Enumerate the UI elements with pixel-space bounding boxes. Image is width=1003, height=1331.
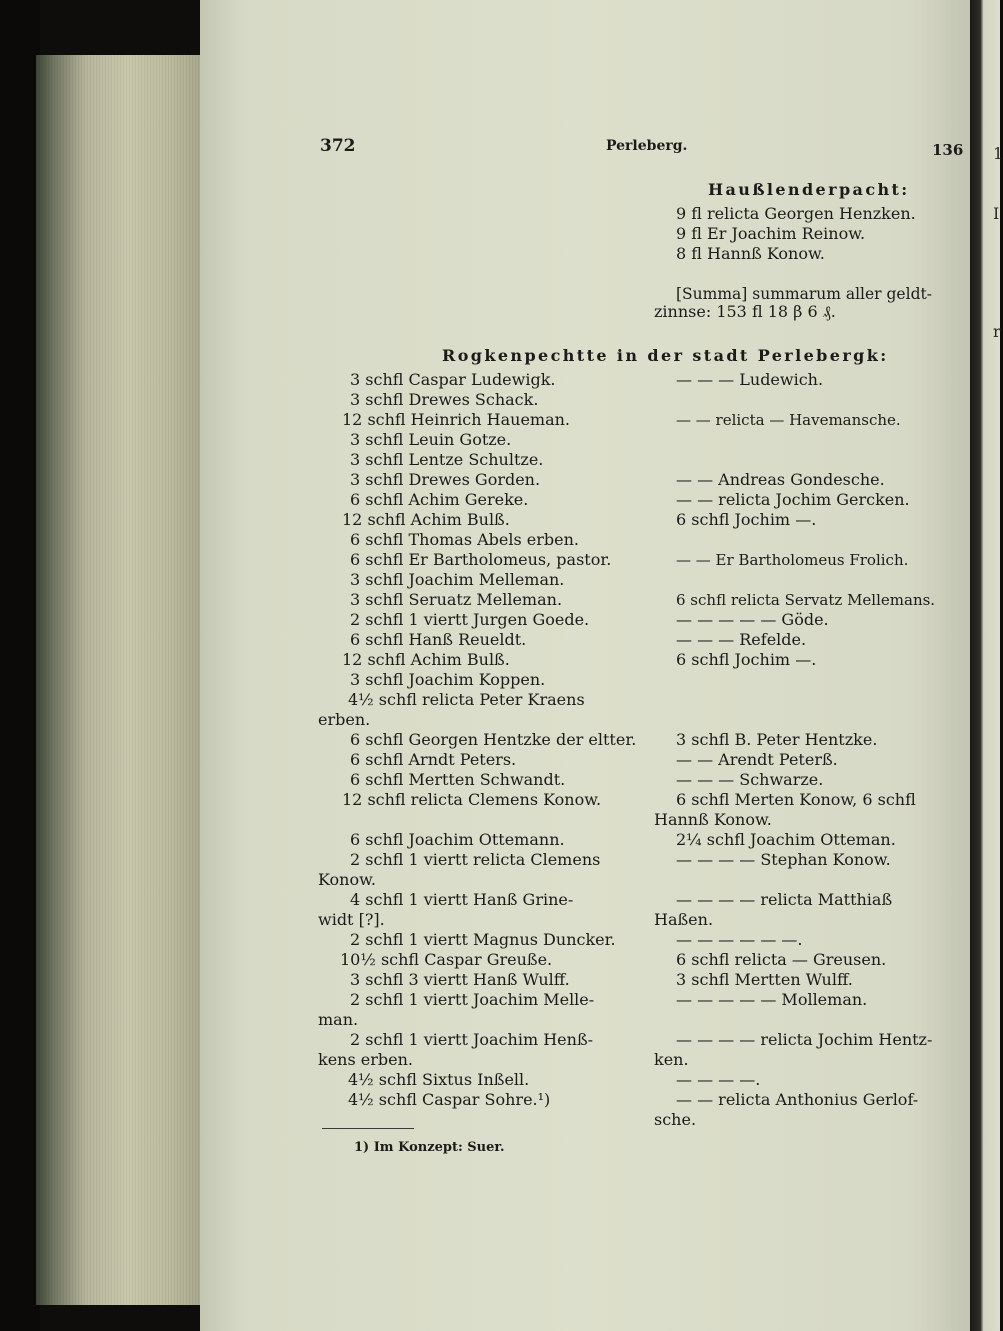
rogken-right-line: — — Arendt Peterß. [676, 750, 838, 769]
rogken-right-line: 6 schfl relicta Servatz Mellemans. [676, 591, 936, 609]
rogken-left-line: 12 schfl Achim Bulß. [342, 510, 510, 529]
rogken-right-line: — — — —. [676, 1070, 761, 1089]
rogken-left-line: 4 schfl 1 viertt Hanß Grine- [350, 890, 574, 909]
rogken-left-line: 6 schfl Er Bartholomeus, pastor. [350, 550, 612, 569]
rogken-left-line: 3 schfl Drewes Gorden. [350, 470, 541, 489]
rogken-left-line: 3 schfl Drewes Schack. [350, 390, 539, 409]
rogken-left-line: 6 schfl Arndt Peters. [350, 750, 517, 769]
rogken-right-line: Hannß Konow. [654, 810, 772, 829]
footnote-rule [322, 1128, 414, 1129]
rogken-left-line: 4½ schfl relicta Peter Kraens [348, 690, 585, 709]
rogken-left-line: 6 schfl Mertten Schwandt. [350, 770, 566, 789]
rogken-right-line: 3 schfl Mertten Wulff. [676, 970, 853, 989]
rogken-left-line: 2 schfl 1 viertt Joachim Melle- [350, 990, 595, 1009]
rogken-right-line: — — relicta Anthonius Gerlof- [676, 1090, 919, 1109]
rogken-right-line: — — — Ludewich. [676, 370, 824, 389]
rogken-left-line: 4½ schfl Sixtus Inßell. [348, 1070, 530, 1089]
running-title: Perleberg. [606, 138, 688, 154]
rogken-left-line: 6 schfl Hanß Reueldt. [350, 630, 527, 649]
haeuslender-line: 9 fl Er Joachim Reinow. [676, 224, 866, 243]
rogken-left-line: widt [?]. [318, 910, 385, 929]
haeuslender-line: 9 fl relicta Georgen Henzken. [676, 204, 916, 223]
rogken-right-line: 6 schfl Jochim —. [676, 510, 817, 529]
rogken-right-line: — — Er Bartholomeus Frolich. [676, 551, 909, 569]
rogken-left-line: 6 schfl Joachim Ottemann. [350, 830, 565, 849]
rogken-left-line: 12 schfl Heinrich Haueman. [342, 410, 571, 429]
rogken-left-line: kens erben. [318, 1050, 413, 1069]
page-number: 372 [320, 136, 356, 156]
rogken-right-line: — — — Refelde. [676, 630, 807, 649]
rogken-right-line: — — Andreas Gondesche. [676, 470, 885, 489]
book-spine-shadow [0, 0, 40, 1331]
next-page-mark: I [993, 204, 1000, 223]
rogken-left-line: 10½ schfl Caspar Greuße. [340, 950, 553, 969]
rogken-left-line: 2 schfl 1 viertt Magnus Duncker. [350, 930, 616, 949]
rogken-left-line: 3 schfl Seruatz Melleman. [350, 590, 563, 609]
rogken-right-line: — — — — relicta Matthiaß [676, 890, 893, 909]
rogken-left-line: 6 schfl Thomas Abels erben. [350, 530, 580, 549]
rogken-left-line: 3 schfl 3 viertt Hanß Wulff. [350, 970, 570, 989]
section-heading-haeuslender: Haußlenderpacht: [708, 180, 910, 199]
rogken-left-line: 4½ schfl Caspar Sohre.¹) [348, 1090, 551, 1109]
rogken-right-line: — — — — — Molleman. [676, 990, 868, 1009]
rogken-left-line: 3 schfl Joachim Melleman. [350, 570, 565, 589]
rogken-left-line: 6 schfl Achim Gereke. [350, 490, 529, 509]
summa-line: zinnse: 153 fl 18 β 6 ₰. [654, 302, 836, 321]
rogken-right-line: — — relicta — Havemansche. [676, 411, 901, 429]
rogken-right-line: 6 schfl Jochim —. [676, 650, 817, 669]
rogken-left-line: 3 schfl Joachim Koppen. [350, 670, 546, 689]
rogken-right-line: Haßen. [654, 910, 714, 929]
rogken-right-line: — — — — — Göde. [676, 610, 829, 629]
next-page-mark: r [993, 322, 1001, 341]
rogken-left-line: 3 schfl Caspar Ludewigk. [350, 370, 556, 389]
haeuslender-line: 8 fl Hannß Konow. [676, 244, 825, 263]
next-page-mark: 1 [993, 144, 1003, 163]
rogken-left-line: 2 schfl 1 viertt relicta Clemens [350, 850, 601, 869]
rogken-left-line: 2 schfl 1 viertt Jurgen Goede. [350, 610, 590, 629]
rogken-left-line: 2 schfl 1 viertt Joachim Henß- [350, 1030, 594, 1049]
rogken-right-line: — — — Schwarze. [676, 770, 824, 789]
rogken-left-line: 3 schfl Lentze Schultze. [350, 450, 544, 469]
rogken-left-line: 6 schfl Georgen Hentzke der eltter. [350, 730, 637, 749]
summa-line: [Summa] summarum aller geldt- [676, 285, 932, 303]
next-page-edge [970, 0, 1000, 1331]
rogken-right-line: 6 schfl relicta — Greusen. [676, 950, 887, 969]
rogken-left-line: 3 schfl Leuin Gotze. [350, 430, 512, 449]
rogken-right-line: 6 schfl Merten Konow, 6 schfl [676, 790, 916, 809]
rogken-right-line: — — — — relicta Jochim Hentz- [676, 1030, 933, 1049]
rogken-left-line: Konow. [318, 870, 376, 889]
rogken-left-line: erben. [318, 710, 371, 729]
rogken-right-line: sche. [654, 1110, 697, 1129]
page-block-edge [36, 55, 202, 1305]
rogken-left-line: 12 schfl relicta Clemens Konow. [342, 790, 602, 809]
rogken-right-line: — — — — — —. [676, 930, 803, 949]
folio-number: 136 [932, 141, 964, 159]
rogken-left-line: man. [318, 1010, 359, 1029]
rogken-right-line: ken. [654, 1050, 689, 1069]
rogken-right-line: 3 schfl B. Peter Hentzke. [676, 730, 878, 749]
rogken-right-line: — — — — Stephan Konow. [676, 850, 891, 869]
rogken-right-line: — — relicta Jochim Gercken. [676, 490, 910, 509]
footnote: 1) Im Konzept: Suer. [354, 1140, 505, 1155]
section-heading-rogken: Rogkenpechtte in der stadt Perlebergk: [442, 346, 889, 365]
rogken-left-line: 12 schfl Achim Bulß. [342, 650, 510, 669]
rogken-right-line: 2¼ schfl Joachim Otteman. [676, 830, 896, 849]
